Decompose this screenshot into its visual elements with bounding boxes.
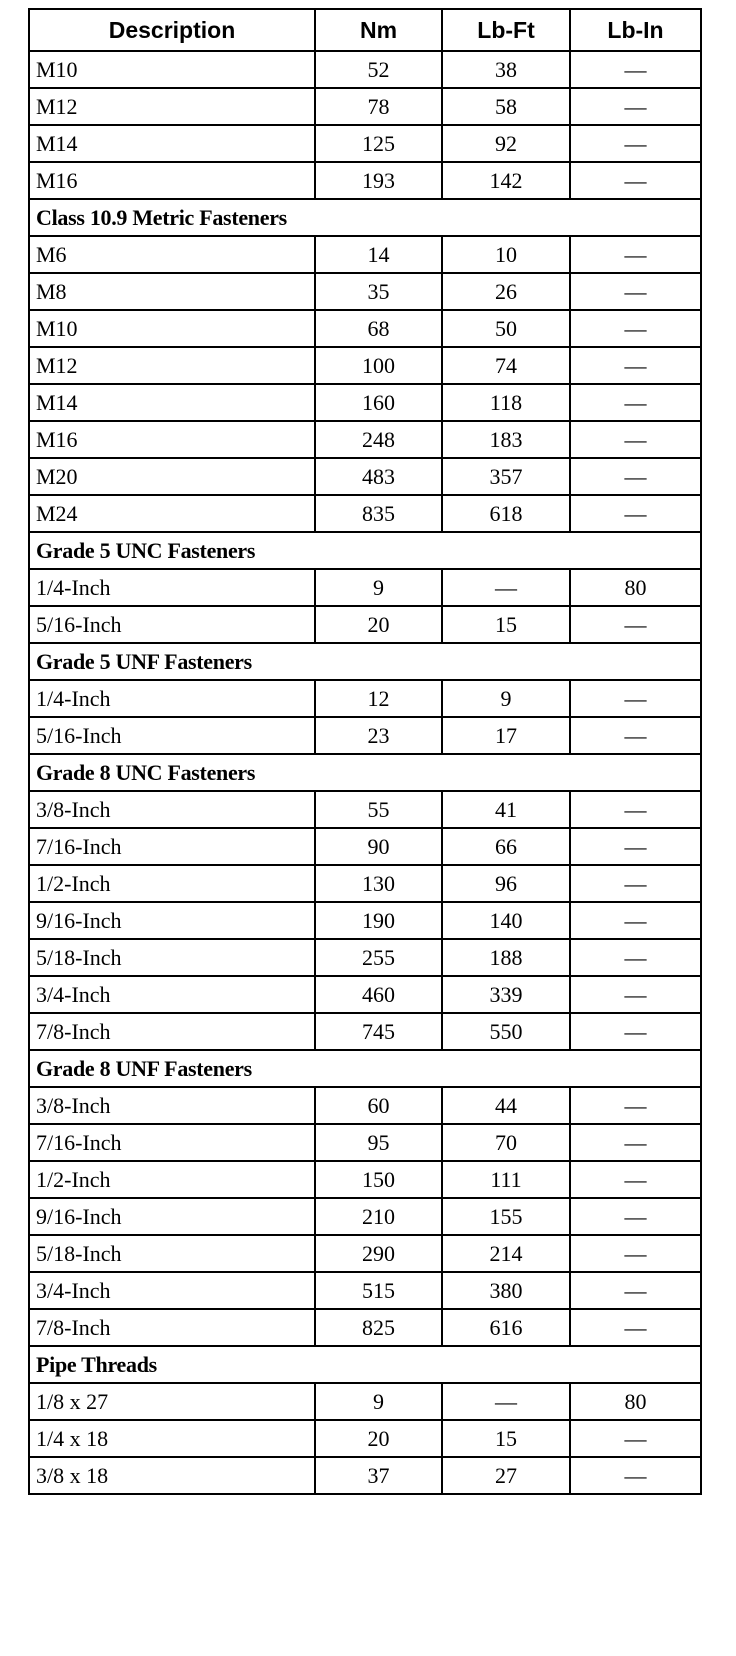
- cell-lb-ft: 183: [442, 421, 570, 458]
- header-row: [29, 9, 701, 51]
- cell-lb-in: —: [570, 384, 701, 421]
- cell-nm: 190: [315, 902, 442, 939]
- cell-description: 9/16-Inch: [29, 902, 315, 939]
- table-row: [29, 458, 701, 495]
- cell-lb-ft: 38: [442, 51, 570, 88]
- cell-lb-ft: 140: [442, 902, 570, 939]
- cell-lb-in: —: [570, 1161, 701, 1198]
- torque-specification-table: [28, 8, 702, 1495]
- cell-description: 1/8 x 27: [29, 1383, 315, 1420]
- cell-description: 7/8-Inch: [29, 1309, 315, 1346]
- cell-description: 3/4-Inch: [29, 976, 315, 1013]
- table-row: [29, 1013, 701, 1050]
- cell-nm: 55: [315, 791, 442, 828]
- section-label: Grade 8 UNC Fasteners: [29, 754, 701, 791]
- cell-nm: 35: [315, 273, 442, 310]
- cell-lb-ft: 339: [442, 976, 570, 1013]
- section-label: Grade 5 UNF Fasteners: [29, 643, 701, 680]
- cell-lb-ft: 357: [442, 458, 570, 495]
- cell-nm: 100: [315, 347, 442, 384]
- section-row: [29, 199, 701, 236]
- cell-nm: 248: [315, 421, 442, 458]
- table-row: [29, 717, 701, 754]
- cell-lb-ft: 58: [442, 88, 570, 125]
- cell-description: 1/4 x 18: [29, 1420, 315, 1457]
- section-row: [29, 1050, 701, 1087]
- cell-nm: 835: [315, 495, 442, 532]
- cell-description: 1/2-Inch: [29, 865, 315, 902]
- cell-lb-in: —: [570, 421, 701, 458]
- table-row: [29, 384, 701, 421]
- table-row: [29, 606, 701, 643]
- cell-lb-ft: 118: [442, 384, 570, 421]
- cell-description: 1/4-Inch: [29, 569, 315, 606]
- cell-lb-ft: 10: [442, 236, 570, 273]
- table-row: [29, 1198, 701, 1235]
- table-row: [29, 1383, 701, 1420]
- table-row: [29, 1272, 701, 1309]
- section-row: [29, 643, 701, 680]
- cell-lb-in: —: [570, 902, 701, 939]
- cell-description: M16: [29, 421, 315, 458]
- table-row: [29, 1235, 701, 1272]
- cell-lb-in: —: [570, 162, 701, 199]
- header-lb-ft: Lb-Ft: [442, 9, 570, 51]
- cell-lb-in: —: [570, 458, 701, 495]
- cell-nm: 95: [315, 1124, 442, 1161]
- table-row: [29, 1309, 701, 1346]
- table-row: [29, 1161, 701, 1198]
- cell-nm: 37: [315, 1457, 442, 1494]
- cell-lb-in: 80: [570, 569, 701, 606]
- cell-nm: 483: [315, 458, 442, 495]
- cell-description: 5/18-Inch: [29, 1235, 315, 1272]
- cell-lb-ft: 66: [442, 828, 570, 865]
- table-header: [29, 9, 701, 51]
- table-row: [29, 273, 701, 310]
- section-row: [29, 754, 701, 791]
- cell-nm: 9: [315, 569, 442, 606]
- cell-lb-in: —: [570, 717, 701, 754]
- cell-lb-in: —: [570, 791, 701, 828]
- cell-lb-in: —: [570, 1124, 701, 1161]
- cell-nm: 12: [315, 680, 442, 717]
- cell-nm: 52: [315, 51, 442, 88]
- section-label: Grade 5 UNC Fasteners: [29, 532, 701, 569]
- cell-lb-in: —: [570, 347, 701, 384]
- cell-nm: 9: [315, 1383, 442, 1420]
- cell-nm: 460: [315, 976, 442, 1013]
- cell-nm: 130: [315, 865, 442, 902]
- cell-description: M6: [29, 236, 315, 273]
- cell-lb-ft: 111: [442, 1161, 570, 1198]
- cell-nm: 125: [315, 125, 442, 162]
- cell-lb-in: —: [570, 1309, 701, 1346]
- cell-nm: 210: [315, 1198, 442, 1235]
- table-row: [29, 1124, 701, 1161]
- cell-lb-ft: 155: [442, 1198, 570, 1235]
- cell-description: M8: [29, 273, 315, 310]
- cell-lb-in: —: [570, 1087, 701, 1124]
- cell-description: 9/16-Inch: [29, 1198, 315, 1235]
- header-nm: Nm: [315, 9, 442, 51]
- section-row: [29, 532, 701, 569]
- table-row: [29, 125, 701, 162]
- cell-lb-in: —: [570, 1272, 701, 1309]
- cell-nm: 20: [315, 1420, 442, 1457]
- cell-description: 1/2-Inch: [29, 1161, 315, 1198]
- cell-description: 5/18-Inch: [29, 939, 315, 976]
- cell-description: M10: [29, 310, 315, 347]
- cell-lb-ft: 96: [442, 865, 570, 902]
- cell-nm: 60: [315, 1087, 442, 1124]
- cell-nm: 14: [315, 236, 442, 273]
- cell-description: M24: [29, 495, 315, 532]
- table-row: [29, 162, 701, 199]
- cell-description: M12: [29, 88, 315, 125]
- cell-lb-ft: 618: [442, 495, 570, 532]
- cell-lb-ft: 15: [442, 1420, 570, 1457]
- cell-lb-ft: 92: [442, 125, 570, 162]
- section-label: Grade 8 UNF Fasteners: [29, 1050, 701, 1087]
- table-row: [29, 865, 701, 902]
- cell-lb-ft: 44: [442, 1087, 570, 1124]
- cell-description: 1/4-Inch: [29, 680, 315, 717]
- cell-lb-in: —: [570, 1420, 701, 1457]
- cell-description: M14: [29, 125, 315, 162]
- cell-nm: 515: [315, 1272, 442, 1309]
- cell-lb-ft: 550: [442, 1013, 570, 1050]
- section-row: [29, 1346, 701, 1383]
- cell-lb-in: —: [570, 1198, 701, 1235]
- cell-lb-ft: —: [442, 1383, 570, 1420]
- cell-nm: 78: [315, 88, 442, 125]
- table-row: [29, 902, 701, 939]
- cell-lb-in: —: [570, 865, 701, 902]
- cell-description: 3/8-Inch: [29, 791, 315, 828]
- cell-description: 3/8-Inch: [29, 1087, 315, 1124]
- cell-lb-ft: —: [442, 569, 570, 606]
- cell-lb-in: —: [570, 88, 701, 125]
- cell-lb-ft: 26: [442, 273, 570, 310]
- table-row: [29, 51, 701, 88]
- cell-lb-in: —: [570, 1457, 701, 1494]
- table-row: [29, 828, 701, 865]
- table-row: [29, 1420, 701, 1457]
- cell-nm: 150: [315, 1161, 442, 1198]
- cell-description: 3/4-Inch: [29, 1272, 315, 1309]
- table-row: [29, 495, 701, 532]
- cell-lb-in: —: [570, 310, 701, 347]
- cell-lb-in: —: [570, 1013, 701, 1050]
- cell-nm: 255: [315, 939, 442, 976]
- cell-lb-in: 80: [570, 1383, 701, 1420]
- cell-description: 3/8 x 18: [29, 1457, 315, 1494]
- cell-lb-ft: 41: [442, 791, 570, 828]
- cell-description: M16: [29, 162, 315, 199]
- cell-description: M14: [29, 384, 315, 421]
- cell-lb-ft: 70: [442, 1124, 570, 1161]
- cell-lb-ft: 74: [442, 347, 570, 384]
- table-row: [29, 88, 701, 125]
- header-lb-in: Lb-In: [570, 9, 701, 51]
- cell-nm: 20: [315, 606, 442, 643]
- table-row: [29, 680, 701, 717]
- header-description: Description: [29, 9, 315, 51]
- table-row: [29, 236, 701, 273]
- table-row: [29, 1087, 701, 1124]
- table-row: [29, 939, 701, 976]
- section-label: Pipe Threads: [29, 1346, 701, 1383]
- cell-lb-in: —: [570, 236, 701, 273]
- cell-description: 5/16-Inch: [29, 606, 315, 643]
- cell-description: 7/16-Inch: [29, 828, 315, 865]
- cell-nm: 290: [315, 1235, 442, 1272]
- cell-lb-in: —: [570, 828, 701, 865]
- cell-lb-in: —: [570, 51, 701, 88]
- table-row: [29, 1457, 701, 1494]
- cell-nm: 193: [315, 162, 442, 199]
- cell-description: 7/8-Inch: [29, 1013, 315, 1050]
- section-label: Class 10.9 Metric Fasteners: [29, 199, 701, 236]
- cell-nm: 23: [315, 717, 442, 754]
- cell-lb-ft: 27: [442, 1457, 570, 1494]
- cell-lb-ft: 50: [442, 310, 570, 347]
- cell-lb-in: —: [570, 273, 701, 310]
- cell-description: M10: [29, 51, 315, 88]
- cell-lb-in: —: [570, 976, 701, 1013]
- cell-lb-ft: 15: [442, 606, 570, 643]
- table-row: [29, 347, 701, 384]
- table-row: [29, 569, 701, 606]
- cell-lb-in: —: [570, 939, 701, 976]
- cell-lb-ft: 9: [442, 680, 570, 717]
- cell-lb-ft: 214: [442, 1235, 570, 1272]
- cell-description: M20: [29, 458, 315, 495]
- cell-nm: 825: [315, 1309, 442, 1346]
- cell-description: M12: [29, 347, 315, 384]
- cell-nm: 68: [315, 310, 442, 347]
- cell-nm: 745: [315, 1013, 442, 1050]
- cell-nm: 90: [315, 828, 442, 865]
- cell-lb-in: —: [570, 680, 701, 717]
- cell-lb-ft: 380: [442, 1272, 570, 1309]
- table-row: [29, 310, 701, 347]
- table-row: [29, 421, 701, 458]
- table-row: [29, 791, 701, 828]
- cell-lb-in: —: [570, 606, 701, 643]
- cell-lb-ft: 616: [442, 1309, 570, 1346]
- cell-nm: 160: [315, 384, 442, 421]
- cell-lb-in: —: [570, 495, 701, 532]
- table-row: [29, 976, 701, 1013]
- cell-description: 5/16-Inch: [29, 717, 315, 754]
- cell-lb-ft: 142: [442, 162, 570, 199]
- cell-lb-ft: 17: [442, 717, 570, 754]
- table-body: [29, 51, 701, 1494]
- cell-lb-in: —: [570, 1235, 701, 1272]
- cell-lb-in: —: [570, 125, 701, 162]
- cell-lb-ft: 188: [442, 939, 570, 976]
- cell-description: 7/16-Inch: [29, 1124, 315, 1161]
